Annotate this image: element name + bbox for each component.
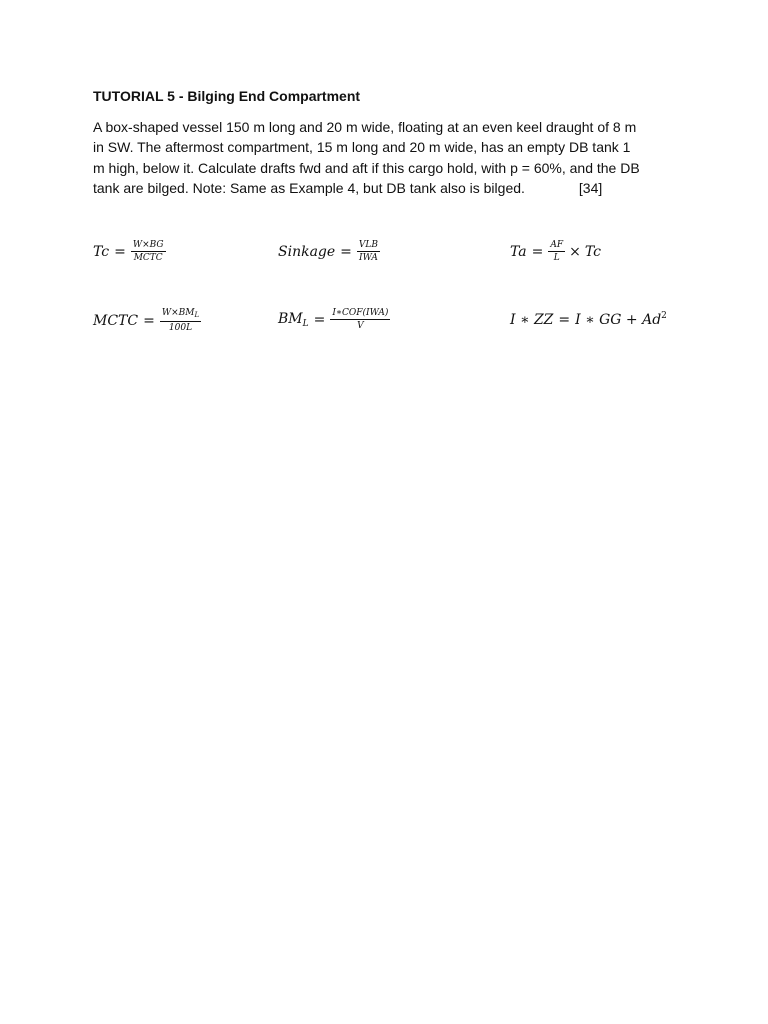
fraction (330, 308, 390, 331)
problem-statement (93, 117, 683, 198)
times-sign: × (569, 243, 581, 260)
tutorial-title: TUTORIAL 5 - Bilging End Compartment (93, 88, 361, 104)
formula-lhs: Ta (510, 243, 527, 260)
equals-sign: = (114, 243, 126, 260)
formula-factor: Tc (584, 243, 601, 260)
fraction-denominator: MCTC (133, 253, 163, 263)
statement-line: A box-shaped vessel 150 m long and 20 m wide, floating at an even keel draught of 8 m (93, 119, 637, 135)
formula-parallel-axis (510, 311, 667, 328)
equals-sign: = (143, 312, 155, 329)
fraction (160, 308, 201, 333)
fraction-denominator: 100L (168, 323, 193, 333)
rhs-main: I ∗ GG + Ad (575, 312, 662, 328)
fraction (357, 240, 380, 263)
formula-tc (93, 240, 166, 263)
formula-lhs: Sinkage (278, 243, 336, 260)
statement-line: in SW. The aftermost compartment, 15 m long and 20 m wide, has an empty DB tank 1 (93, 139, 631, 156)
formula-bml (278, 308, 390, 331)
rhs-superscript: 2 (661, 311, 667, 321)
fraction-denominator: IWA (359, 253, 378, 263)
equals-sign: = (558, 311, 571, 328)
formula-lhs: Tc (93, 243, 110, 260)
formula-rhs (575, 311, 667, 328)
fraction-denominator: V (357, 321, 364, 331)
equals-sign: = (531, 243, 544, 260)
fraction-denominator: L (553, 253, 560, 263)
fraction (131, 240, 166, 263)
equals-sign: = (313, 311, 326, 328)
formula-lhs: MCTC (93, 312, 139, 329)
statement-line: m high, below it. Calculate drafts fwd and aft if this cargo hold, with p = 60%, and the DB (93, 159, 640, 176)
fraction-numerator: VLB (358, 240, 378, 250)
formula-ta (510, 240, 601, 263)
lhs-subscript: L (302, 318, 309, 329)
formula-sinkage (278, 240, 380, 263)
numerator-main: W×BM (161, 308, 195, 318)
statement-line-last (93, 178, 683, 198)
fraction-numerator (160, 308, 201, 321)
equals-sign: = (340, 243, 352, 260)
formula-lhs: I ∗ ZZ (510, 311, 554, 328)
numerator-subscript: L (194, 311, 200, 319)
lhs-main: BM (278, 310, 303, 327)
formula-lhs (278, 311, 309, 329)
formula-mctc (93, 308, 201, 333)
marks-label: [34] (578, 179, 603, 196)
fraction-numerator: I∗COF(IWA) (332, 308, 389, 318)
fraction-numerator: W×BG (132, 240, 164, 250)
fraction (548, 240, 565, 263)
fraction-numerator: AF (550, 240, 564, 250)
statement-text: tank are bilged. Note: Same as Example 4, but DB tank also is bilged. (93, 179, 525, 196)
